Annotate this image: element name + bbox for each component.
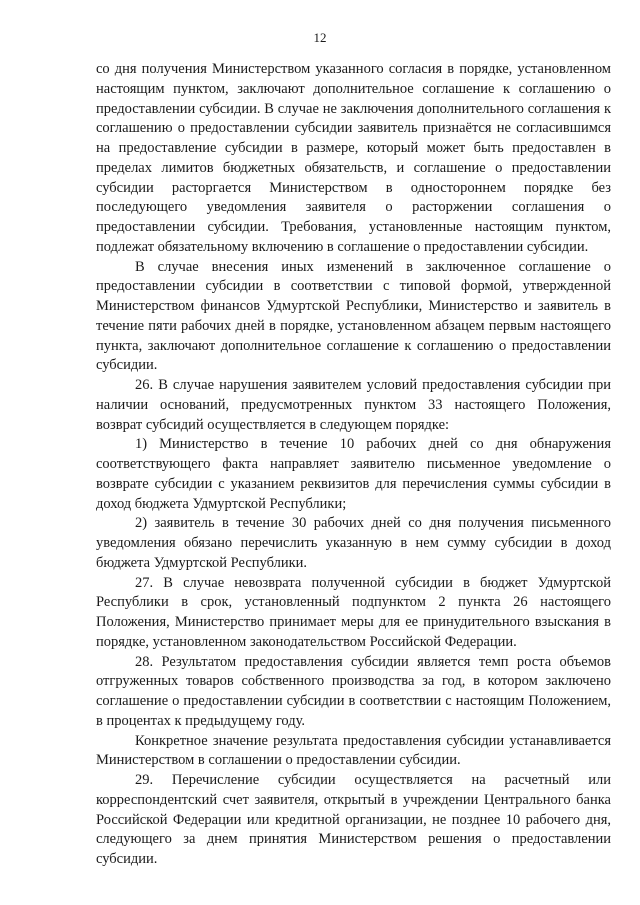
paragraph-continuation: со дня получения Министерством указанного согласия в порядке, установленном настоящим пунктом, заключают дополнительное соглашение к соглашению о предоставлении субсидии. В случае не заключения дополнительного соглашения к соглашению о предоставлении субсидии заявитель признаётся не согласившимся на предоставление субсидии в размере, который может быть предоставлен в пределах лимитов бюджетных обязательств, и соглашение о предоставлении субсидии расторгается Министерством в одностороннем порядке без последующего уведомления заявителя о расторжении соглашения о предоставлении субсидии. Требования, установленные настоящим пунктом, подлежат обязательному включению в соглашение о предоставлении субсидии. [96,61,611,255]
paragraph-clause-26: 26. В случае нарушения заявителем условий предоставления субсидии при наличии оснований, предусмотренных пунктом 33 настоящего Положения, возврат субсидий осуществляется в следующем порядке: [96,377,611,433]
paragraph-amendments: В случае внесения иных изменений в заключенное соглашение о предоставлении субсидии в соответствии с типовой формой, утвержденной Министерством финансов Удмуртской Республики, Министерство и заявитель в течение пяти рабочих дней в порядке, установленном абзацем первым настоящего пункта, заключают дополнительное соглашение к соглашению о предоставлении субсидии. [96,258,611,374]
page-number: 12 [313,30,327,45]
paragraph-clause-26-item-1: 1) Министерство в течение 10 рабочих дней со дня обнаружения соответствующего факта направляет заявителю письменное уведомление о возврате субсидии с указанием реквизитов для перечисления суммы субсидии в доход бюджета Удмуртской Республики; [96,436,611,512]
paragraph-clause-27: 27. В случае невозврата полученной субсидии в бюджет Удмуртской Республики в срок, установленный подпунктом 2 пункта 26 настоящего Положения, Министерство принимает меры для ее принудительного взыскания в порядке, установленном законодательством Российской Федерации. [96,574,611,650]
paragraph-clause-26-item-2: 2) заявитель в течение 30 рабочих дней со дня получения письменного уведомления обязано перечислить указанную в нем сумму субсидии в доход бюджета Удмуртской Республики. [96,515,611,571]
document-body [96,60,611,870]
paragraph-clause-28: 28. Результатом предоставления субсидии является темп роста объемов отгруженных товаров собственного производства за год, в котором заключено соглашение о предоставлении субсидии в соответствии с настоящим Положением, в процентах к предыдущему году. [96,653,611,729]
paragraph-clause-29: 29. Перечисление субсидии осуществляется на расчетный или корреспондентский счет заявителя, открытый в учреждении Центрального банка Российской Федерации или кредитной организации, не позднее 10 рабочего дня, следующего за днем принятия Министерством решения о предоставлении субсидии. [96,772,611,867]
paragraph-result-value: Конкретное значение результата предоставления субсидии устанавливается Министерством в соглашении о предоставлении субсидии. [96,732,611,769]
